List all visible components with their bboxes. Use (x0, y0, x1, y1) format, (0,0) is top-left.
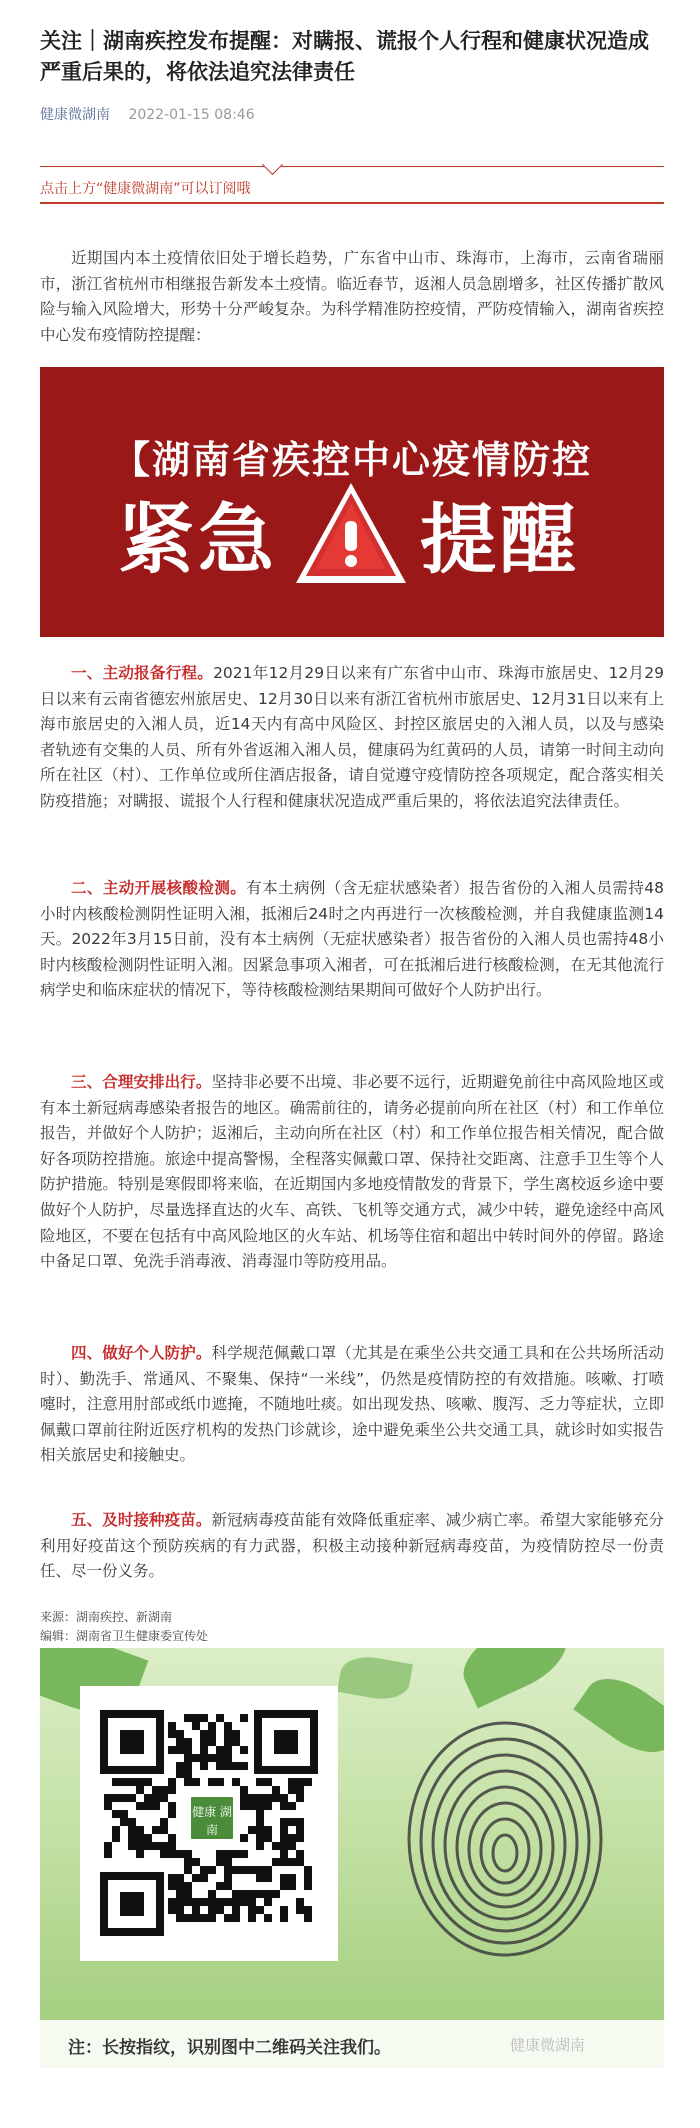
qr-logo: 健康 湖南 (188, 1794, 236, 1842)
section-lead: 四、做好个人防护。 (71, 1344, 212, 1362)
qr-instruction: 注：长按指纹，识别图中二维码关注我们。 (68, 2038, 391, 2058)
source-credits (40, 1608, 208, 1646)
section-lead: 五、及时接种疫苗。 (71, 1511, 212, 1529)
leaf-decoration (452, 1648, 577, 1708)
section-4 (40, 1341, 664, 1469)
section-2 (40, 876, 664, 1004)
subscribe-banner[interactable] (40, 166, 664, 202)
section-lead: 三、合理安排出行。 (71, 1073, 212, 1091)
qr-code-card[interactable] (80, 1686, 338, 1961)
urgent-reminder-banner (40, 367, 664, 637)
divider (40, 166, 664, 167)
article-meta (40, 104, 255, 124)
leaf-decoration (337, 1652, 413, 1704)
warning-triangle-icon (292, 479, 410, 587)
account-link[interactable]: 健康微湖南 (40, 107, 110, 123)
publish-date: 2022-01-15 08:46 (128, 107, 255, 123)
section-body: 2021年12月29日以来有广东省中山市、珠海市旅居史、12月29日以来有云南省德宏州旅居史、12月30日以来有浙江省杭州市旅居史、12月31日以来有上海市旅居史的入湘人员，近14天内有高中风险区、封控区旅居史的入湘人员，以及与感染者轨迹有交集的人员、所有外省返湘入湘人员，健康码为红黄码的人员，请第一时间主动向所在社区（村）、工作单位或所住酒店报备，请自觉遵守疫情防控各项规定，配合落实相关防疫措施；对瞒报、谎报个人行程和健康状况造成严重后果的，将依法追究法律责任。 (40, 664, 664, 810)
brand-watermark: 健康微湖南 (510, 2036, 586, 2054)
section-body: 有本土病例（含无症状感染者）报告省份的入湘人员需持48小时内核酸检测阴性证明入湘，抵湘后24时之内再进行一次核酸检测，并自我健康监测14天。2022年3月15日前，没有本土病例（无症状感染者）报告省份的入湘人员也需持48小时内核酸检测阴性证明入湘。因紧急事项入湘者，可在抵湘后进行核酸检测，在无其他流行病学史和临床症状的情况下，等待核酸检测结果期间可做好个人防护出行。 (40, 879, 664, 1000)
banner-word-right: 提醒 (420, 495, 580, 584)
section-body: 新冠病毒疫苗能有效降低重症率、减少病亡率。希望大家能够充分利用好疫苗这个预防疾病的有力武器，积极主动接种新冠病毒疫苗，为疫情防控尽一份责任、尽一份义务。 (40, 1511, 664, 1581)
article-title: 关注｜湖南疾控发布提醒：对瞒报、谎报个人行程和健康状况造成严重后果的，将依法追究法律责任 (40, 29, 649, 84)
section-body: 科学规范佩戴口罩（尤其是在乘坐公共交通工具和在公共场所活动时）、勤洗手、常通风、不聚集、保持“一米线”，仍然是疫情防控的有效措施。咳嗽、打喷嚏时，注意用肘部或纸巾遮掩，不随地吐痰。如出现发热、咳嗽、腹泻、乏力等症状，立即佩戴口罩前往附近医疗机构的发热门诊就诊，途中避免乘坐公共交通工具，就诊时如实报告相关旅居史和接触史。 (40, 1344, 664, 1465)
section-lead: 二、主动开展核酸检测。 (71, 879, 247, 897)
section-1 (40, 661, 664, 815)
editor-line: 编辑：湖南省卫生健康委宣传处 (40, 1629, 209, 1643)
qr-follow-image[interactable] (40, 1648, 664, 2068)
source-line: 来源：湖南疾控、新湖南 (40, 1610, 173, 1624)
section-3 (40, 1070, 664, 1275)
section-5 (40, 1508, 664, 1585)
banner-header: 【湖南省疾控中心疫情防控 (111, 438, 592, 482)
arrow-notch-icon (262, 154, 283, 175)
banner-word-left: 紧急 (118, 495, 278, 584)
subscribe-tip: 点击上方“健康微湖南”可以订阅哦 (40, 181, 251, 197)
fingerprint-icon[interactable] (395, 1713, 615, 1973)
intro-paragraph: 近期国内本土疫情依旧处于增长趋势，广东省中山市、珠海市，上海市，云南省瑞丽市，浙江省杭州市相继报告新发本土疫情。临近春节，返湘人员急剧增多，社区传播扩散风险与输入风险增大，形势十分严峻复杂。为科学精准防控疫情，严防疫情输入，湖南省疾控中心发布疫情防控提醒： (40, 249, 664, 344)
section-body: 坚持非必要不出境、非必要不远行，近期避免前往中高风险地区或有本土新冠病毒感染者报告的地区。确需前往的，请务必提前向所在社区（村）和工作单位报告，并做好个人防护；返湘后，主动向所在社区（村）和工作单位报告相关情况，配合做好各项防控措施。旅途中提高警惕，全程落实佩戴口罩、保持社交距离、注意手卫生等个人防护措施。特别是寒假即将来临，在近期国内多地疫情散发的背景下，学生离校返乡途中要做好个人防护，尽量选择直达的火车、高铁、飞机等交通方式，减少中转，避免途经中高风险地区，不要在包括有中高风险地区的火车站、机场等住宿和超出中转时间外的停留。路途中备足口罩、免洗手消毒液、消毒湿巾等防疫用品。 (40, 1073, 664, 1271)
section-lead: 一、主动报备行程。 (71, 664, 214, 682)
qr-instruction-bar (40, 2020, 664, 2068)
divider (40, 202, 664, 204)
